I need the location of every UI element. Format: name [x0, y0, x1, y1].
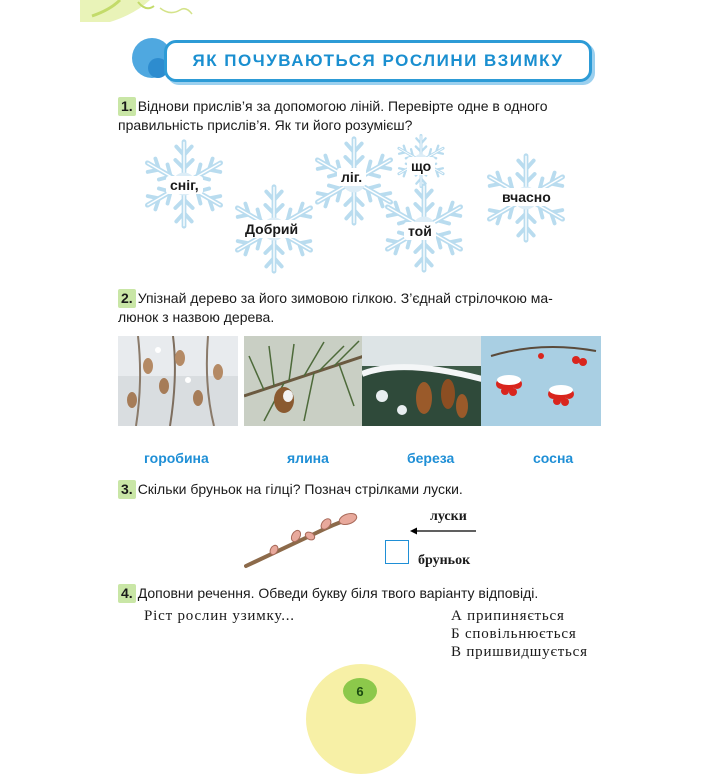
answer-option-a[interactable]: А припиняється [451, 608, 565, 624]
tree-name-label[interactable]: береза [407, 450, 455, 466]
bud-branch-illustration [244, 506, 360, 570]
word-card[interactable]: вчасно [498, 188, 555, 206]
answer-option-c[interactable]: В пришвидшується [451, 644, 588, 660]
task-number: 3. [118, 480, 136, 499]
task-2-instructions [118, 289, 608, 327]
scales-legend-label: луски [430, 509, 467, 524]
task-text: люнок з назвою дерева. [118, 309, 275, 325]
task-1-instructions [118, 97, 608, 135]
word-card[interactable]: що [407, 157, 435, 175]
word-card[interactable]: той [404, 222, 436, 240]
task-text: Упізнай дерево за його зимовою гілкою. З’єднай стрілочкою ма- [137, 290, 553, 306]
task-4-instructions [118, 584, 608, 603]
page-title: ЯК ПОЧУВАЮТЬСЯ РОСЛИНИ ВЗИМКУ [192, 51, 564, 70]
task-number: 2. [118, 289, 136, 308]
task-text: Скільки бруньок на гілці? Познач стрілками луски. [137, 481, 463, 497]
photo-pine-branch[interactable] [244, 336, 364, 426]
task-text: Віднови прислів’я за допомогою ліній. Перевірте одне в одного [137, 98, 548, 114]
title-banner [164, 40, 592, 82]
photo-spruce-branch[interactable] [362, 336, 482, 426]
page-number: 6 [343, 678, 377, 704]
word-card[interactable]: Добрий [241, 220, 302, 238]
task-3-instructions [118, 480, 608, 499]
answer-option-b[interactable]: Б сповільнюється [451, 626, 577, 642]
tree-name-label[interactable]: сосна [533, 450, 574, 466]
tree-name-label[interactable]: горобина [144, 450, 209, 466]
tree-name-label[interactable]: ялина [287, 450, 329, 466]
buds-legend-label: бруньок [418, 553, 471, 568]
task-text: правильність прислів’я. Як ти його розумієш? [118, 117, 413, 133]
word-card[interactable]: сніг, [166, 176, 203, 194]
sentence-stem: Ріст рослин узимку... [144, 608, 295, 624]
word-card[interactable]: ліг. [337, 168, 366, 186]
photo-birch-branch[interactable] [118, 336, 238, 426]
task-number: 4. [118, 584, 136, 603]
left-arrow-icon [410, 522, 476, 530]
task-number: 1. [118, 97, 136, 116]
task-text: Доповни речення. Обведи букву біля твого варіанту відповіді. [137, 585, 539, 601]
decorative-corner [80, 0, 210, 22]
photo-rowan-branch[interactable] [481, 336, 601, 426]
bud-count-box[interactable] [385, 540, 409, 564]
